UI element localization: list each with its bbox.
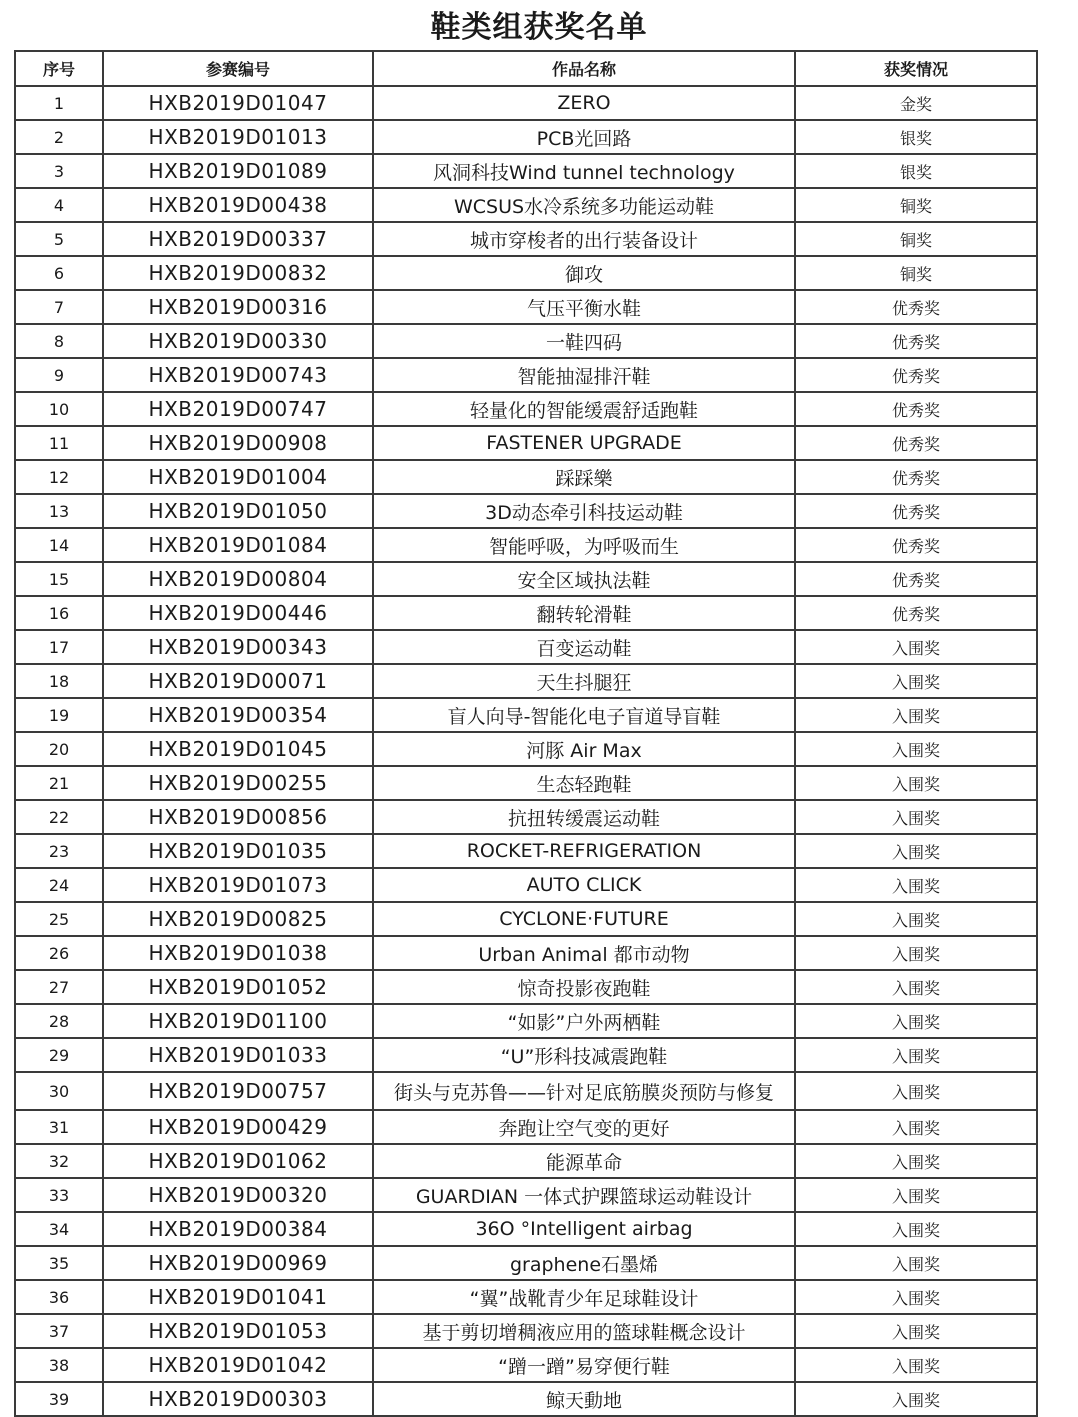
- table-header-row: [15, 51, 1037, 86]
- serial-cell: 19: [15, 698, 103, 732]
- serial-cell: 10: [15, 392, 103, 426]
- award-cell: 银奖: [795, 154, 1037, 188]
- work-name-cell: GUARDIAN 一体式护踝篮球运动鞋设计: [373, 1178, 795, 1212]
- work-name-cell: 城市穿梭者的出行装备设计: [373, 222, 795, 256]
- serial-cell: 37: [15, 1314, 103, 1348]
- award-cell: 入围奖: [795, 1314, 1037, 1348]
- entry-id-cell: HXB2019D00429: [103, 1110, 373, 1144]
- table-row: [15, 154, 1037, 188]
- serial-cell: 4: [15, 188, 103, 222]
- work-name-cell: 智能呼吸，为呼吸而生: [373, 528, 795, 562]
- award-cell: 优秀奖: [795, 324, 1037, 358]
- entry-id-cell: HXB2019D00330: [103, 324, 373, 358]
- work-name-cell: 踩踩樂: [373, 460, 795, 494]
- table-row: [15, 698, 1037, 732]
- entry-id-cell: HXB2019D00832: [103, 256, 373, 290]
- work-name-cell: 街头与克苏鲁——针对足底筋膜炎预防与修复: [373, 1072, 795, 1110]
- table-row: [15, 1348, 1037, 1382]
- work-name-cell: 御攻: [373, 256, 795, 290]
- awards-table: [14, 50, 1038, 1417]
- table-row: [15, 1072, 1037, 1110]
- entry-id-cell: HXB2019D00804: [103, 562, 373, 596]
- award-cell: 优秀奖: [795, 290, 1037, 324]
- table-row: [15, 1212, 1037, 1246]
- entry-id-cell: HXB2019D00384: [103, 1212, 373, 1246]
- page-title: 鞋类组获奖名单: [430, 10, 648, 45]
- serial-cell: 21: [15, 766, 103, 800]
- table-row: [15, 324, 1037, 358]
- award-cell: 金奖: [795, 86, 1037, 120]
- serial-cell: 39: [15, 1382, 103, 1416]
- serial-cell: 23: [15, 834, 103, 868]
- entry-id-cell: HXB2019D01052: [103, 970, 373, 1004]
- header-work-name: 作品名称: [373, 51, 795, 86]
- award-cell: 入围奖: [795, 1072, 1037, 1110]
- table-row: [15, 290, 1037, 324]
- award-cell: 入围奖: [795, 1178, 1037, 1212]
- serial-cell: 20: [15, 732, 103, 766]
- work-name-cell: 基于剪切增稠液应用的篮球鞋概念设计: [373, 1314, 795, 1348]
- serial-cell: 34: [15, 1212, 103, 1246]
- serial-cell: 7: [15, 290, 103, 324]
- work-name-cell: “如影”户外两栖鞋: [373, 1004, 795, 1038]
- serial-cell: 35: [15, 1246, 103, 1280]
- table-row: [15, 1246, 1037, 1280]
- entry-id-cell: HXB2019D00320: [103, 1178, 373, 1212]
- award-cell: 入围奖: [795, 1382, 1037, 1416]
- entry-id-cell: HXB2019D01050: [103, 494, 373, 528]
- serial-cell: 3: [15, 154, 103, 188]
- entry-id-cell: HXB2019D01084: [103, 528, 373, 562]
- work-name-cell: 鲸天動地: [373, 1382, 795, 1416]
- table-row: [15, 528, 1037, 562]
- entry-id-cell: HXB2019D01038: [103, 936, 373, 970]
- work-name-cell: graphene石墨烯: [373, 1246, 795, 1280]
- award-cell: 优秀奖: [795, 596, 1037, 630]
- serial-cell: 15: [15, 562, 103, 596]
- award-cell: 优秀奖: [795, 426, 1037, 460]
- award-cell: 优秀奖: [795, 358, 1037, 392]
- table-row: [15, 1144, 1037, 1178]
- serial-cell: 36: [15, 1280, 103, 1314]
- serial-cell: 1: [15, 86, 103, 120]
- award-cell: 入围奖: [795, 1246, 1037, 1280]
- serial-cell: 6: [15, 256, 103, 290]
- table-row: [15, 664, 1037, 698]
- table-row: [15, 1110, 1037, 1144]
- award-cell: 银奖: [795, 120, 1037, 154]
- work-name-cell: 百变运动鞋: [373, 630, 795, 664]
- award-cell: 入围奖: [795, 800, 1037, 834]
- table-row: [15, 188, 1037, 222]
- work-name-cell: 轻量化的智能缓震舒适跑鞋: [373, 392, 795, 426]
- serial-cell: 32: [15, 1144, 103, 1178]
- work-name-cell: 能源革命: [373, 1144, 795, 1178]
- entry-id-cell: HXB2019D00438: [103, 188, 373, 222]
- entry-id-cell: HXB2019D00856: [103, 800, 373, 834]
- work-name-cell: 抗扭转缓震运动鞋: [373, 800, 795, 834]
- serial-cell: 12: [15, 460, 103, 494]
- work-name-cell: 生态轻跑鞋: [373, 766, 795, 800]
- work-name-cell: 盲人向导-智能化电子盲道导盲鞋: [373, 698, 795, 732]
- table-row: [15, 970, 1037, 1004]
- table-row: [15, 1038, 1037, 1072]
- header-entry-id: 参赛编号: [103, 51, 373, 86]
- work-name-cell: 河豚 Air Max: [373, 732, 795, 766]
- award-cell: 入围奖: [795, 868, 1037, 902]
- table-row: [15, 766, 1037, 800]
- entry-id-cell: HXB2019D01100: [103, 1004, 373, 1038]
- award-cell: 优秀奖: [795, 562, 1037, 596]
- award-cell: 入围奖: [795, 1038, 1037, 1072]
- award-cell: 入围奖: [795, 1004, 1037, 1038]
- work-name-cell: 翻转轮滑鞋: [373, 596, 795, 630]
- serial-cell: 26: [15, 936, 103, 970]
- work-name-cell: 36O °Intelligent airbag: [373, 1212, 795, 1246]
- award-cell: 入围奖: [795, 1212, 1037, 1246]
- work-name-cell: “U”形科技减震跑鞋: [373, 1038, 795, 1072]
- table-row: [15, 426, 1037, 460]
- entry-id-cell: HXB2019D00071: [103, 664, 373, 698]
- entry-id-cell: HXB2019D01047: [103, 86, 373, 120]
- table-row: [15, 936, 1037, 970]
- entry-id-cell: HXB2019D00969: [103, 1246, 373, 1280]
- work-name-cell: “蹭一蹭”易穿便行鞋: [373, 1348, 795, 1382]
- entry-id-cell: HXB2019D01013: [103, 120, 373, 154]
- work-name-cell: 风洞科技Wind tunnel technology: [373, 154, 795, 188]
- entry-id-cell: HXB2019D00825: [103, 902, 373, 936]
- serial-cell: 27: [15, 970, 103, 1004]
- table-row: [15, 1314, 1037, 1348]
- work-name-cell: “翼”战靴青少年足球鞋设计: [373, 1280, 795, 1314]
- serial-cell: 22: [15, 800, 103, 834]
- table-row: [15, 120, 1037, 154]
- award-cell: 铜奖: [795, 188, 1037, 222]
- serial-cell: 29: [15, 1038, 103, 1072]
- serial-cell: 28: [15, 1004, 103, 1038]
- entry-id-cell: HXB2019D01045: [103, 732, 373, 766]
- work-name-cell: 气压平衡水鞋: [373, 290, 795, 324]
- serial-cell: 31: [15, 1110, 103, 1144]
- work-name-cell: WCSUS水冷系统多功能运动鞋: [373, 188, 795, 222]
- header-award: 获奖情况: [795, 51, 1037, 86]
- award-cell: 入围奖: [795, 664, 1037, 698]
- table-row: [15, 1178, 1037, 1212]
- table-row: [15, 902, 1037, 936]
- serial-cell: 2: [15, 120, 103, 154]
- award-cell: 入围奖: [795, 766, 1037, 800]
- entry-id-cell: HXB2019D00747: [103, 392, 373, 426]
- entry-id-cell: HXB2019D00908: [103, 426, 373, 460]
- work-name-cell: 奔跑让空气变的更好: [373, 1110, 795, 1144]
- award-cell: 优秀奖: [795, 392, 1037, 426]
- entry-id-cell: HXB2019D00255: [103, 766, 373, 800]
- serial-cell: 33: [15, 1178, 103, 1212]
- table-row: [15, 86, 1037, 120]
- table-row: [15, 1004, 1037, 1038]
- award-cell: 优秀奖: [795, 528, 1037, 562]
- table-row: [15, 494, 1037, 528]
- award-cell: 优秀奖: [795, 460, 1037, 494]
- award-cell: 入围奖: [795, 970, 1037, 1004]
- work-name-cell: PCB光回路: [373, 120, 795, 154]
- work-name-cell: AUTO CLICK: [373, 868, 795, 902]
- work-name-cell: CYCLONE·FUTURE: [373, 902, 795, 936]
- table-row: [15, 1382, 1037, 1416]
- serial-cell: 8: [15, 324, 103, 358]
- award-cell: 入围奖: [795, 698, 1037, 732]
- table-row: [15, 562, 1037, 596]
- table-row: [15, 596, 1037, 630]
- entry-id-cell: HXB2019D00337: [103, 222, 373, 256]
- table-row: [15, 800, 1037, 834]
- entry-id-cell: HXB2019D01053: [103, 1314, 373, 1348]
- entry-id-cell: HXB2019D01042: [103, 1348, 373, 1382]
- table-row: [15, 868, 1037, 902]
- award-cell: 入围奖: [795, 1110, 1037, 1144]
- entry-id-cell: HXB2019D00343: [103, 630, 373, 664]
- work-name-cell: 安全区域执法鞋: [373, 562, 795, 596]
- work-name-cell: 天生抖腿狂: [373, 664, 795, 698]
- serial-cell: 38: [15, 1348, 103, 1382]
- entry-id-cell: HXB2019D00354: [103, 698, 373, 732]
- award-cell: 入围奖: [795, 936, 1037, 970]
- entry-id-cell: HXB2019D01073: [103, 868, 373, 902]
- entry-id-cell: HXB2019D01062: [103, 1144, 373, 1178]
- work-name-cell: 惊奇投影夜跑鞋: [373, 970, 795, 1004]
- award-cell: 入围奖: [795, 834, 1037, 868]
- serial-cell: 25: [15, 902, 103, 936]
- table-row: [15, 222, 1037, 256]
- work-name-cell: 一鞋四码: [373, 324, 795, 358]
- table-row: [15, 460, 1037, 494]
- serial-cell: 30: [15, 1072, 103, 1110]
- award-cell: 入围奖: [795, 902, 1037, 936]
- entry-id-cell: HXB2019D01033: [103, 1038, 373, 1072]
- entry-id-cell: HXB2019D00446: [103, 596, 373, 630]
- serial-cell: 9: [15, 358, 103, 392]
- award-cell: 铜奖: [795, 256, 1037, 290]
- serial-cell: 5: [15, 222, 103, 256]
- award-cell: 入围奖: [795, 1144, 1037, 1178]
- serial-cell: 14: [15, 528, 103, 562]
- serial-cell: 24: [15, 868, 103, 902]
- table-row: [15, 358, 1037, 392]
- table-row: [15, 732, 1037, 766]
- award-cell: 优秀奖: [795, 494, 1037, 528]
- work-name-cell: ZERO: [373, 86, 795, 120]
- award-cell: 入围奖: [795, 1280, 1037, 1314]
- award-cell: 铜奖: [795, 222, 1037, 256]
- table-row: [15, 834, 1037, 868]
- work-name-cell: 智能抽湿排汗鞋: [373, 358, 795, 392]
- work-name-cell: Urban Animal 都市动物: [373, 936, 795, 970]
- entry-id-cell: HXB2019D00757: [103, 1072, 373, 1110]
- award-cell: 入围奖: [795, 630, 1037, 664]
- table-row: [15, 256, 1037, 290]
- entry-id-cell: HXB2019D00743: [103, 358, 373, 392]
- table-row: [15, 630, 1037, 664]
- entry-id-cell: HXB2019D01004: [103, 460, 373, 494]
- serial-cell: 16: [15, 596, 103, 630]
- serial-cell: 17: [15, 630, 103, 664]
- entry-id-cell: HXB2019D01041: [103, 1280, 373, 1314]
- entry-id-cell: HXB2019D00303: [103, 1382, 373, 1416]
- award-cell: 入围奖: [795, 1348, 1037, 1382]
- table-row: [15, 392, 1037, 426]
- serial-cell: 11: [15, 426, 103, 460]
- work-name-cell: FASTENER UPGRADE: [373, 426, 795, 460]
- work-name-cell: ROCKET-REFRIGERATION: [373, 834, 795, 868]
- work-name-cell: 3D动态牵引科技运动鞋: [373, 494, 795, 528]
- serial-cell: 13: [15, 494, 103, 528]
- serial-cell: 18: [15, 664, 103, 698]
- entry-id-cell: HXB2019D00316: [103, 290, 373, 324]
- entry-id-cell: HXB2019D01089: [103, 154, 373, 188]
- table-row: [15, 1280, 1037, 1314]
- award-cell: 入围奖: [795, 732, 1037, 766]
- header-serial: 序号: [15, 51, 103, 86]
- entry-id-cell: HXB2019D01035: [103, 834, 373, 868]
